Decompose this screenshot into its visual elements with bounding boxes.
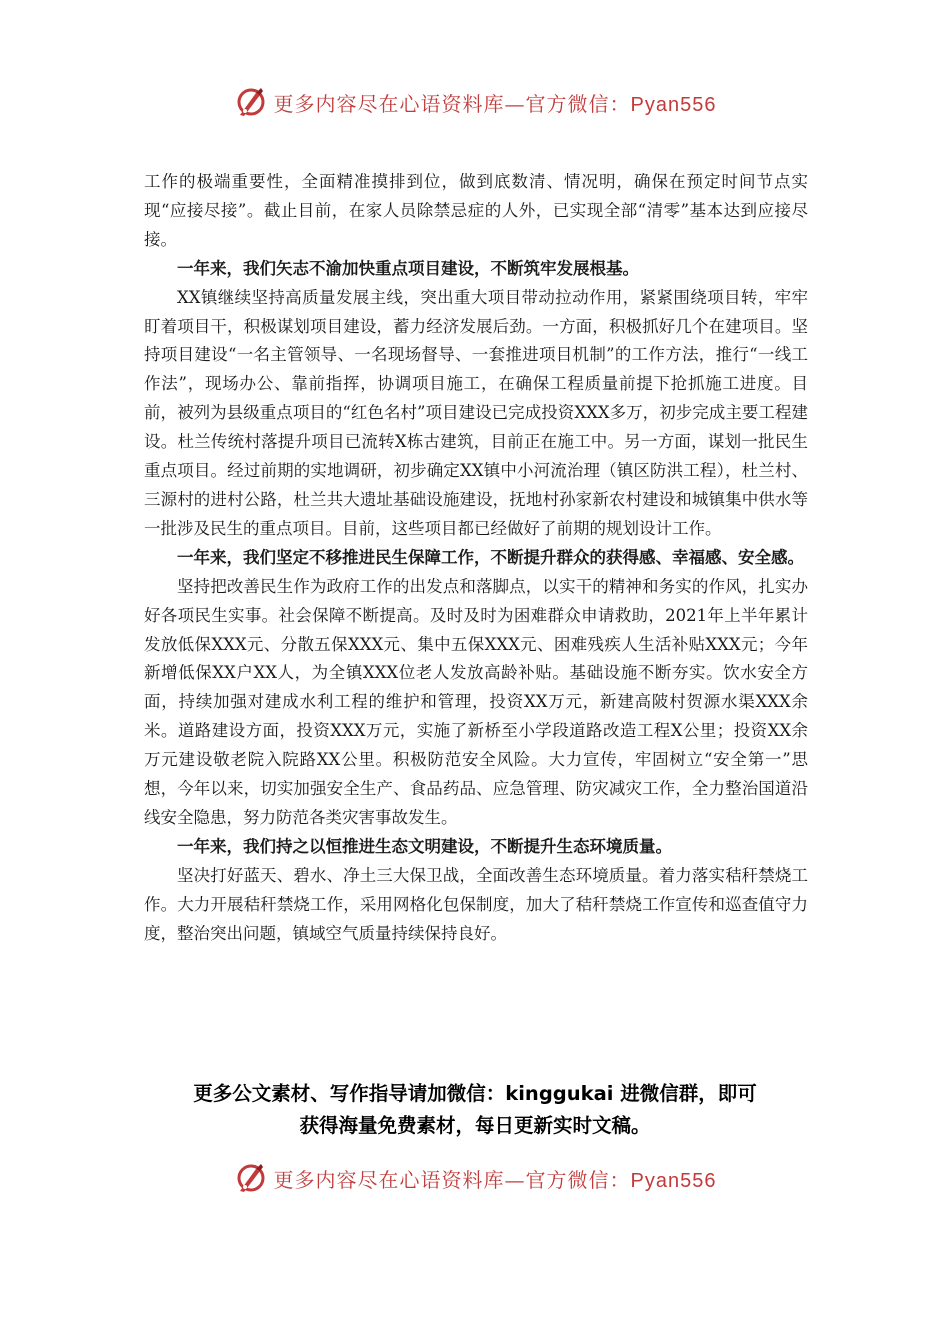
paragraph-ecology: 坚决打好蓝天、碧水、净土三大保卫战，全面改善生态环境质量。着力落实秸秆禁烧工作。大力开展秸秆禁烧工作，采用网格化包保制度，加大了秸秆禁烧工作宣传和巡查值守力度，整治突出问题，镇域空气质量持续保持良好。 [144, 865, 808, 943]
section-heading-projects: 一年来，我们矢志不渝加快重点项目建设，不断筑牢发展根基。 [177, 258, 639, 278]
paragraph-projects: XX镇继续坚持高质量发展主线，突出重大项目带动拉动作用，紧紧围绕项目转，牢牢盯着项目干，积极谋划项目建设，蓄力经济发展后劲。一方面，积极抓好几个在建项目。坚持项目建设“一名主管领导、一名现场督导、一套推进项目机制”的工作方法，推行“一线工作法”，现场办公、靠前指挥，协调项目施工，在确保工程质量前提下抢抓施工进度。目前，被列为县级重点项目的“红色名村”项目建设已完成投资XXX多万，初步完成主要工程建设。杜兰传统村落提升项目已流转X栋古建筑，目前正在施工中。另一方面，谋划一批民生重点项目。经过前期的实地调研，初步确定XX镇中小河流治理（镇区防洪工程），杜兰村、三源村的进村公路，杜兰共大遗址基础设施建设，抚地村孙家新农村建设和城镇集中供水等一批涉及民生的重点项目。目前，这些项目都已经做好了前期的规划设计工作。 [144, 287, 808, 538]
pen-circle-logo-icon [234, 85, 268, 119]
header-wechat-id: Pyan556 [630, 93, 717, 116]
footer-banner [0, 1156, 950, 1200]
header-banner-text: 更多内容尽在心语资料库—官方微信：Pyan556 [273, 91, 717, 116]
section-heading-ecology: 一年来，我们持之以恒推进生态文明建设，不断提升生态环境质量。 [177, 836, 672, 856]
promo-notice [130, 1078, 820, 1142]
promo-line-1: 更多公文素材、写作指导请加微信：kinggukai 进微信群，即可 [193, 1082, 757, 1105]
footer-banner-text: 更多内容尽在心语资料库—官方微信：Pyan556 [273, 1167, 717, 1192]
promo-line-2: 获得海量免费素材，每日更新实时文稿。 [299, 1114, 651, 1137]
section-heading-livelihood: 一年来，我们坚定不移推进民生保障工作，不断提升群众的获得感、幸福感、安全感。 [177, 547, 804, 567]
document-body [144, 168, 808, 948]
footer-wechat-id: Pyan556 [630, 1169, 717, 1192]
paragraph-livelihood: 坚持把改善民生作为政府工作的出发点和落脚点，以实干的精神和务实的作风，扎实办好各项民生实事。社会保障不断提高。及时及时为困难群众申请救助，2021年上半年累计发放低保XXX元、分散五保XXX元、集中五保XXX元、困难残疾人生活补贴XXX元；今年新增低保XX户XX人，为全镇XXX位老人发放高龄补贴。基础设施不断夯实。饮水安全方面，持续加强对建成水利工程的维护和管理，投资XX万元，新建高陂村贺源水渠XXX余米。道路建设方面，投资XXX万元，实施了新桥至小学段道路改造工程X公里；投资XX余万元建设敬老院入院路XX公里。积极防范安全风险。大力宣传，牢固树立“安全第一”思想，今年以来，切实加强安全生产、食品药品、应急管理、防灾减灾工作，全力整治国道沿线安全隐患，努力防范各类灾害事故发生。 [144, 576, 808, 827]
header-banner [0, 80, 950, 124]
paragraph-continuation: 工作的极端重要性，全面精准摸排到位，做到底数清、情况明，确保在预定时间节点实现“应接尽接”。截止目前，在家人员除禁忌症的人外，已实现全部“清零”基本达到应接尽接。 [144, 172, 808, 249]
pen-circle-logo-icon [234, 1161, 268, 1195]
